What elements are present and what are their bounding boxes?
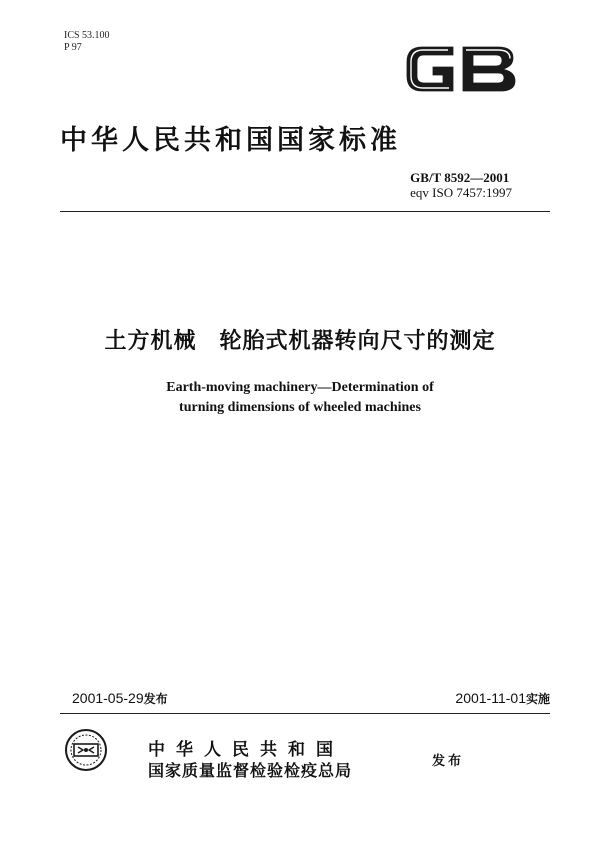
title-english-line-1: Earth-moving machinery—Determination of (166, 380, 434, 395)
title-english-line-2: turning dimensions of wheeled machines (179, 400, 421, 415)
gb-logo (402, 40, 520, 98)
top-divider (60, 211, 550, 212)
issue-date (72, 690, 168, 707)
title-english (0, 378, 600, 418)
publisher-block (148, 740, 352, 782)
publish-label: 发布 (432, 754, 465, 769)
ics-code: ICS 53.100 (64, 30, 110, 41)
issue-date-label: 发布 (143, 692, 168, 706)
standard-number: GB/T 8592—2001 (410, 170, 510, 185)
standard-equivalence: eqv ISO 7457:1997 (410, 185, 512, 200)
bottom-divider (60, 713, 550, 714)
publisher-line-2: 国家质量监督检验检疫总局 (148, 761, 353, 780)
standard-number-block (410, 170, 512, 200)
issue-date-value: 2001-05-29 (72, 690, 144, 706)
publisher-line-1: 中华人民共和国 (148, 740, 344, 760)
implementation-date (455, 690, 550, 707)
title-chinese: 土方机械 轮胎式机器转向尺寸的测定 (104, 329, 496, 354)
ccs-code: P 97 (64, 42, 82, 53)
implementation-date-value: 2001-11-01 (455, 690, 526, 706)
classification-codes (64, 30, 110, 54)
aqsiq-seal-icon (64, 728, 108, 772)
implementation-date-label: 实施 (525, 692, 550, 706)
national-standard-title: 中华人民共和国国家标准 (60, 125, 401, 156)
